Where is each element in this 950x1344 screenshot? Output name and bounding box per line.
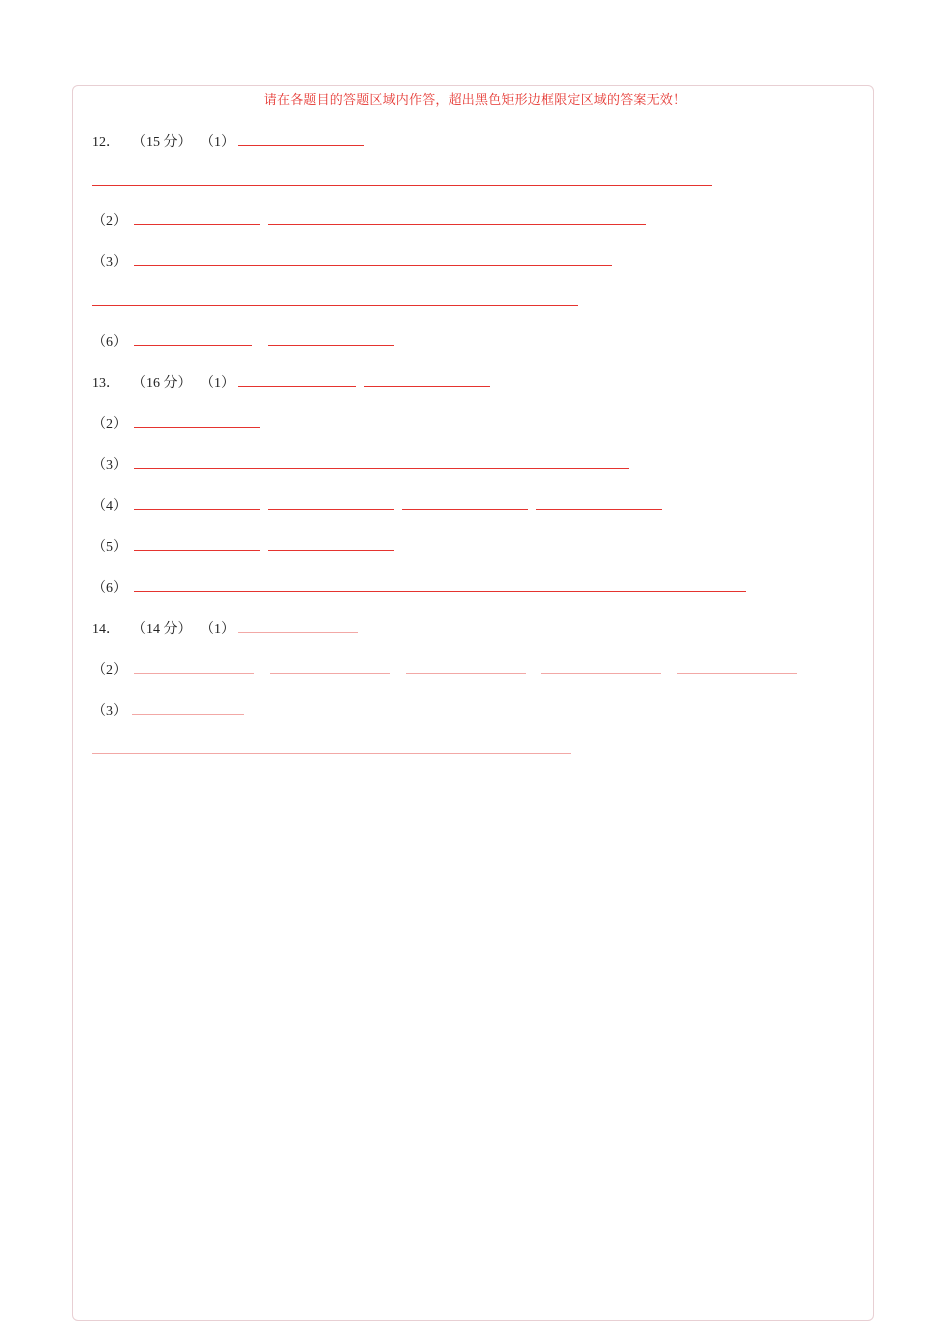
q13-part5-blank-2[interactable] [268, 550, 394, 551]
q13-part4-blank-2[interactable] [268, 509, 394, 510]
q13-part6-label: （6） [92, 581, 127, 596]
q14-score: （14 分） [132, 622, 192, 637]
q13-number: 13． [92, 376, 120, 391]
q13-part1-blank-2[interactable] [364, 386, 490, 387]
q12-part1-blank-long[interactable] [92, 185, 712, 186]
q12-part2-label: （2） [92, 214, 127, 229]
q13-part6-blank[interactable] [134, 591, 746, 592]
q12-number: 12． [92, 135, 120, 150]
q14-part1-label: （1） [200, 622, 235, 637]
answer-area-border [72, 85, 874, 1321]
q13-part3-label: （3） [92, 458, 127, 473]
q13-part2-blank[interactable] [134, 427, 260, 428]
q14-part1-blank[interactable] [238, 632, 358, 633]
q12-part6-label: （6） [92, 335, 127, 350]
q12-part1-blank[interactable] [238, 145, 364, 146]
q13-part1-label: （1） [200, 376, 235, 391]
q12-part6-blank-1[interactable] [134, 345, 252, 346]
q13-part2-label: （2） [92, 417, 127, 432]
q14-part3-label: （3） [92, 704, 127, 719]
q14-part2-blank-2[interactable] [270, 673, 390, 674]
q13-part4-blank-4[interactable] [536, 509, 662, 510]
q13-part1-blank-1[interactable] [238, 386, 356, 387]
q12-part3-blank-1[interactable] [134, 265, 612, 266]
q13-part4-label: （4） [92, 499, 127, 514]
q14-part2-blank-4[interactable] [541, 673, 661, 674]
q14-part3-blank-1[interactable] [132, 714, 244, 715]
q14-number: 14． [92, 622, 120, 637]
q14-part3-blank-2[interactable] [92, 753, 571, 754]
q12-part3-label: （3） [92, 255, 127, 270]
q14-part2-blank-3[interactable] [406, 673, 526, 674]
q13-part4-blank-3[interactable] [402, 509, 528, 510]
q12-part1-label: （1） [200, 135, 235, 150]
q12-part2-blank-1[interactable] [134, 224, 260, 225]
q13-part3-blank[interactable] [134, 468, 629, 469]
q13-part5-label: （5） [92, 540, 127, 555]
q12-part2-blank-2[interactable] [268, 224, 646, 225]
answer-notice: 请在各题目的答题区域内作答，超出黑色矩形边框限定区域的答案无效！ [263, 92, 687, 107]
q13-part4-blank-1[interactable] [134, 509, 260, 510]
q12-part3-blank-2[interactable] [92, 305, 578, 306]
q12-score: （15 分） [132, 135, 192, 150]
q14-part2-label: （2） [92, 663, 127, 678]
q13-part5-blank-1[interactable] [134, 550, 260, 551]
q12-part6-blank-2[interactable] [268, 345, 394, 346]
q14-part2-blank-5[interactable] [677, 673, 797, 674]
q13-score: （16 分） [132, 376, 192, 391]
q14-part2-blank-1[interactable] [134, 673, 254, 674]
